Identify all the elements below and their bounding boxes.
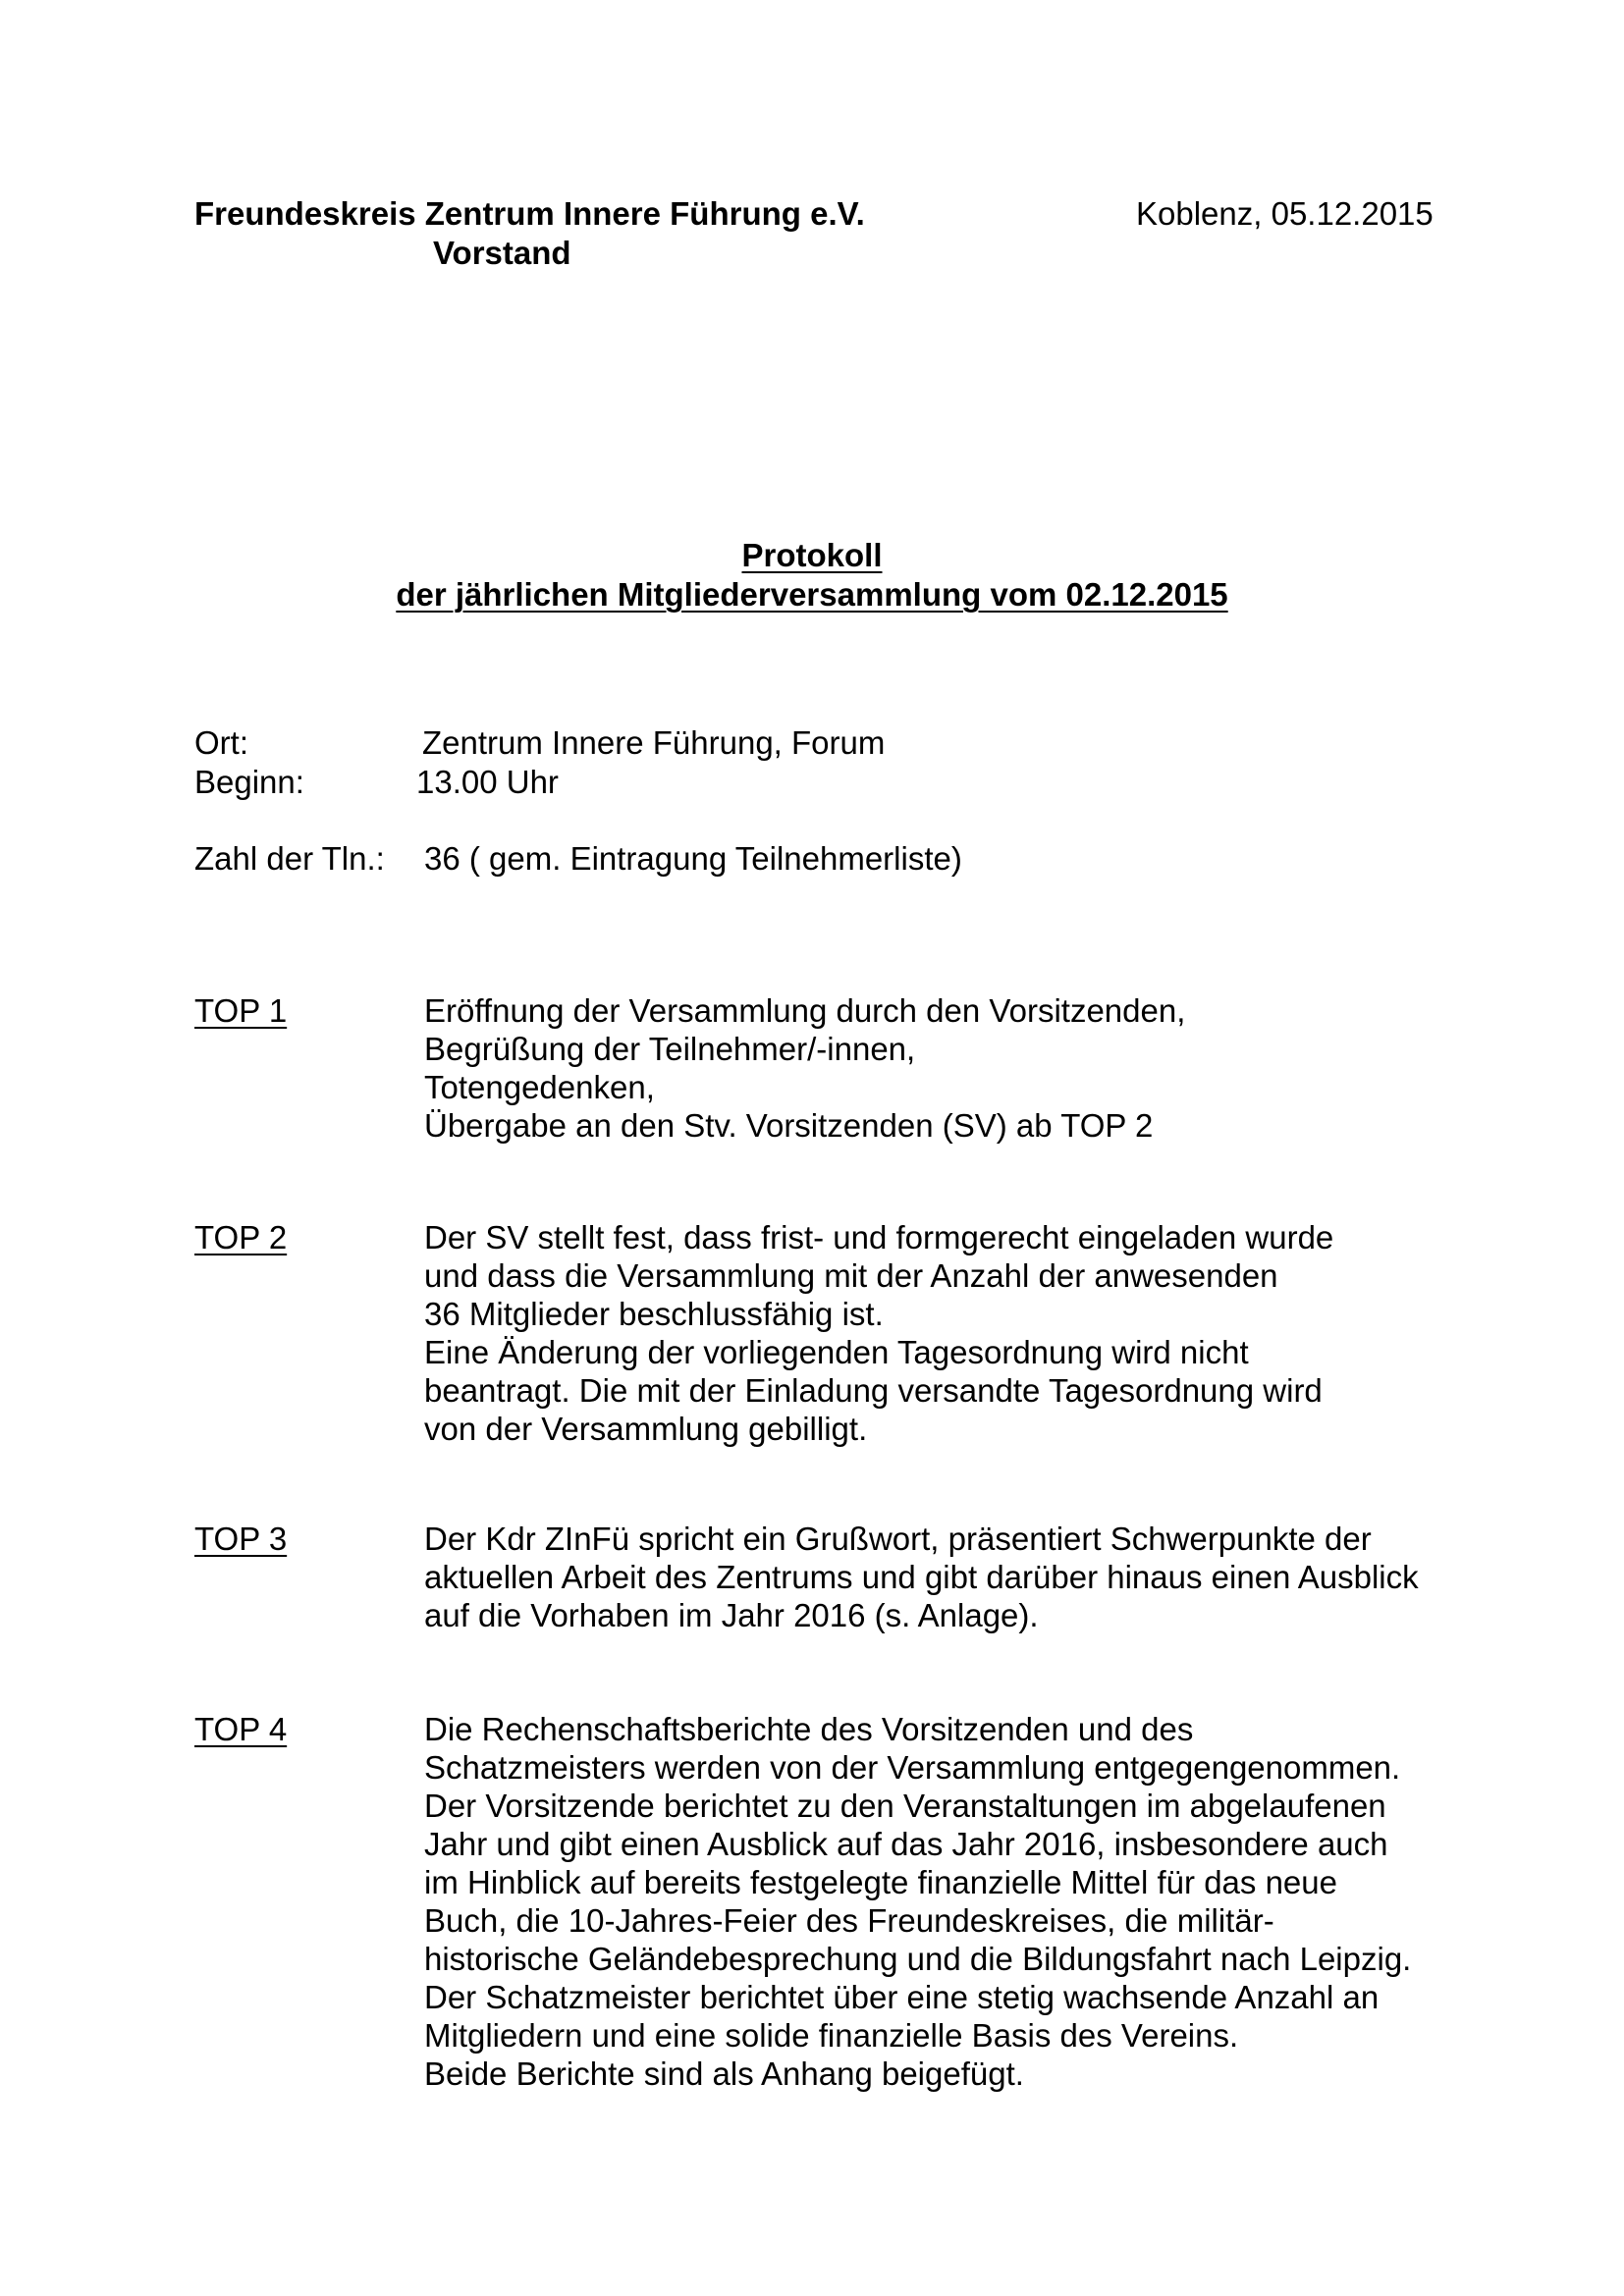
- text-line: Eine Änderung der vorliegenden Tagesordnung wird nicht: [424, 1334, 1249, 1370]
- text-line: von der Versammlung gebilligt.: [424, 1411, 868, 1447]
- text-line: Beide Berichte sind als Anhang beigefügt.: [424, 2056, 1024, 2092]
- text-line: Mitgliedern und eine solide finanzielle Basis des Vereins.: [424, 2017, 1239, 2054]
- top-4-label: TOP 4: [194, 1711, 288, 1747]
- text-line: Übergabe an den Stv. Vorsitzenden (SV) ab TOP 2: [424, 1107, 1154, 1144]
- text-line: historische Geländebesprechung und die Bildungsfahrt nach Leipzig.: [424, 1941, 1412, 1977]
- text-line: Begrüßung der Teilnehmer/-innen,: [424, 1031, 916, 1067]
- document-subtitle: der jährlichen Mitgliederversammlung vom 02.12.2015: [396, 576, 1228, 613]
- text-line: Der SV stellt fest, dass frist- und formgerecht eingeladen wurde: [424, 1219, 1334, 1255]
- beginn-label: Beginn:: [194, 764, 304, 800]
- text-line: beantragt. Die mit der Einladung versandte Tagesordnung wird: [424, 1372, 1323, 1409]
- text-line: Der Schatzmeister berichtet über eine stetig wachsende Anzahl an: [424, 1979, 1380, 2015]
- teilnehmer-value: 36 ( gem. Eintragung Teilnehmerliste): [424, 840, 962, 877]
- text-line: im Hinblick auf bereits festgelegte finanzielle Mittel für das neue: [424, 1864, 1337, 1900]
- ort-label: Ort:: [194, 724, 248, 761]
- top-3-label: TOP 3: [194, 1521, 288, 1557]
- text-line: Der Kdr ZInFü spricht ein Grußwort, präsentiert Schwerpunkte der: [424, 1521, 1372, 1557]
- organization-name: Freundeskreis Zentrum Innere Führung e.V.: [194, 195, 865, 232]
- text-line: Schatzmeisters werden von der Versammlung entgegengenommen.: [424, 1749, 1401, 1786]
- text-line: aktuellen Arbeit des Zentrums und gibt darüber hinaus einen Ausblick: [424, 1559, 1419, 1595]
- text-line: Jahr und gibt einen Ausblick auf das Jahr 2016, insbesondere auch: [424, 1826, 1388, 1862]
- text-line: und dass die Versammlung mit der Anzahl der anwesenden: [424, 1257, 1278, 1294]
- text-line: Totengedenken,: [424, 1069, 655, 1105]
- place-date: Koblenz, 05.12.2015: [1136, 195, 1434, 232]
- text-line: Buch, die 10-Jahres-Feier des Freundeskreises, die militär-: [424, 1902, 1274, 1939]
- text-line: Der Vorsitzende berichtet zu den Veranstaltungen im abgelaufenen: [424, 1788, 1386, 1824]
- text-line: auf die Vorhaben im Jahr 2016 (s. Anlage).: [424, 1597, 1039, 1633]
- top-2-label: TOP 2: [194, 1219, 288, 1255]
- top-3-text: [424, 1520, 1419, 1634]
- top-1-text: [424, 991, 1185, 1145]
- top-4-text: [424, 1710, 1411, 2093]
- text-line: Die Rechenschaftsberichte des Vorsitzenden und des: [424, 1711, 1194, 1747]
- top-2-text: [424, 1218, 1333, 1448]
- teilnehmer-label: Zahl der Tln.:: [194, 840, 385, 877]
- ort-value: Zentrum Innere Führung, Forum: [422, 724, 886, 761]
- department-name: Vorstand: [433, 235, 571, 271]
- top-1-label: TOP 1: [194, 992, 288, 1029]
- text-line: Eröffnung der Versammlung durch den Vorsitzenden,: [424, 992, 1186, 1029]
- text-line: 36 Mitglieder beschlussfähig ist.: [424, 1296, 884, 1332]
- document-title: Protokoll: [741, 537, 883, 573]
- beginn-value: 13.00 Uhr: [416, 764, 559, 800]
